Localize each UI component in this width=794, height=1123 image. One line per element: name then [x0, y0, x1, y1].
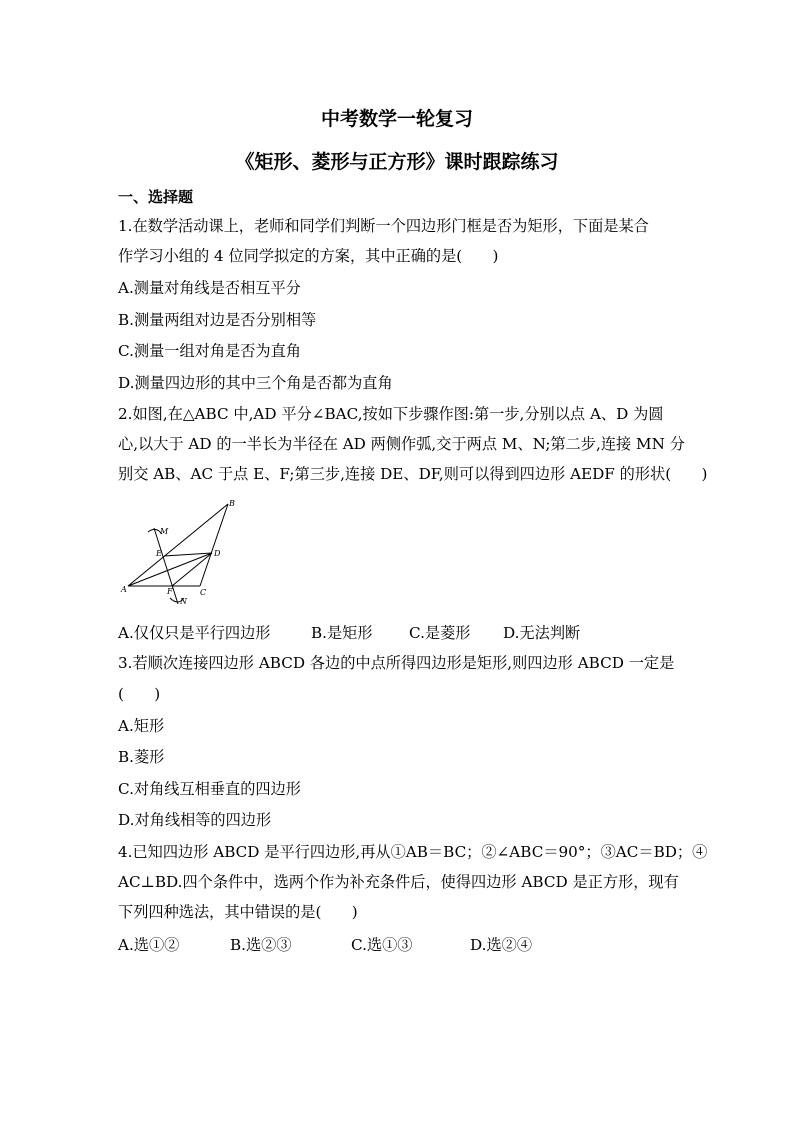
q1-stem-line-2: 作学习小组的 4 位同学拟定的方案，其中正确的是( )	[118, 247, 499, 265]
q2-triangle-figure	[120, 498, 240, 608]
q3-option-a: A.矩形	[118, 717, 165, 735]
q1-option-c: C.测量一组对角是否为直角	[118, 342, 301, 360]
segment-ad	[128, 553, 212, 586]
point-label-d: D	[214, 549, 221, 558]
q4-option-b: B.选②③	[230, 936, 292, 954]
q1-option-a: A.测量对角线是否相互平分	[118, 279, 301, 297]
point-label-a: A	[121, 585, 127, 594]
q1-option-b: B.测量两组对边是否分别相等	[118, 311, 317, 329]
q3-stem-line-1: 3.若顺次连接四边形 ABCD 各边的中点所得四边形是矩形,则四边形 ABCD 一定是	[118, 654, 675, 672]
point-label-e: E	[156, 549, 162, 558]
document-title: 中考数学一轮复习	[320, 108, 473, 130]
q3-option-b: B.菱形	[118, 748, 165, 766]
q2-stem-line-3: 别交 AB、AC 于点 E、F;第三步,连接 DE、DF,则可以得到四边形 AEDF 的形状( )	[118, 465, 708, 483]
q4-stem-line-2: AC⊥BD.四个条件中，选两个作为补充条件后，使得四边形 ABCD 是正方形，现有	[118, 873, 679, 891]
q4-option-d: D.选②④	[470, 936, 533, 954]
q2-option-c: C.是菱形	[409, 624, 471, 642]
point-label-b: B	[229, 499, 235, 508]
q2-option-d: D.无法判断	[503, 624, 581, 642]
q1-stem-line-1: 1.在数学活动课上，老师和同学们判断一个四边形门框是否为矩形，下面是某合	[118, 217, 649, 235]
point-label-n: N	[180, 597, 187, 606]
point-label-m: M	[160, 527, 169, 536]
q4-stem-line-1: 4.已知四边形 ABCD 是平行四边形,再从①AB＝BC；②∠ABC＝90°；③AC＝BD；④	[118, 843, 708, 861]
document-subtitle: 《矩形、菱形与正方形》课时跟踪练习	[235, 151, 559, 173]
q3-option-c: C.对角线互相垂直的四边形	[118, 780, 301, 798]
q4-option-c: C.选①③	[351, 936, 413, 954]
q4-option-a: A.选①②	[118, 936, 180, 954]
q3-stem-line-2: ( )	[118, 685, 161, 703]
segment-mn	[154, 528, 178, 604]
q2-stem-line-2: 心,以大于 AD 的一半长为半径在 AD 两侧作弧,交于两点 M、N;第二步,连接 MN 分	[118, 435, 685, 453]
q3-option-d: D.对角线相等的四边形	[118, 811, 272, 829]
q2-option-a: A.仅仅只是平行四边形	[118, 624, 271, 642]
q1-option-d: D.测量四边形的其中三个角是否都为直角	[118, 374, 393, 392]
point-label-f: F	[167, 587, 173, 596]
section-heading: 一、选择题	[118, 188, 194, 206]
q4-stem-line-3: 下列四种选法，其中错误的是( )	[118, 903, 358, 921]
segment-ab	[128, 504, 228, 586]
segment-bc	[200, 504, 228, 586]
point-label-c: C	[200, 588, 207, 597]
q2-option-b: B.是矩形	[311, 624, 373, 642]
q2-stem-line-1: 2.如图,在△ABC 中,AD 平分∠BAC,按如下步骤作图:第一步,分别以点 A、D 为圆	[118, 405, 664, 423]
